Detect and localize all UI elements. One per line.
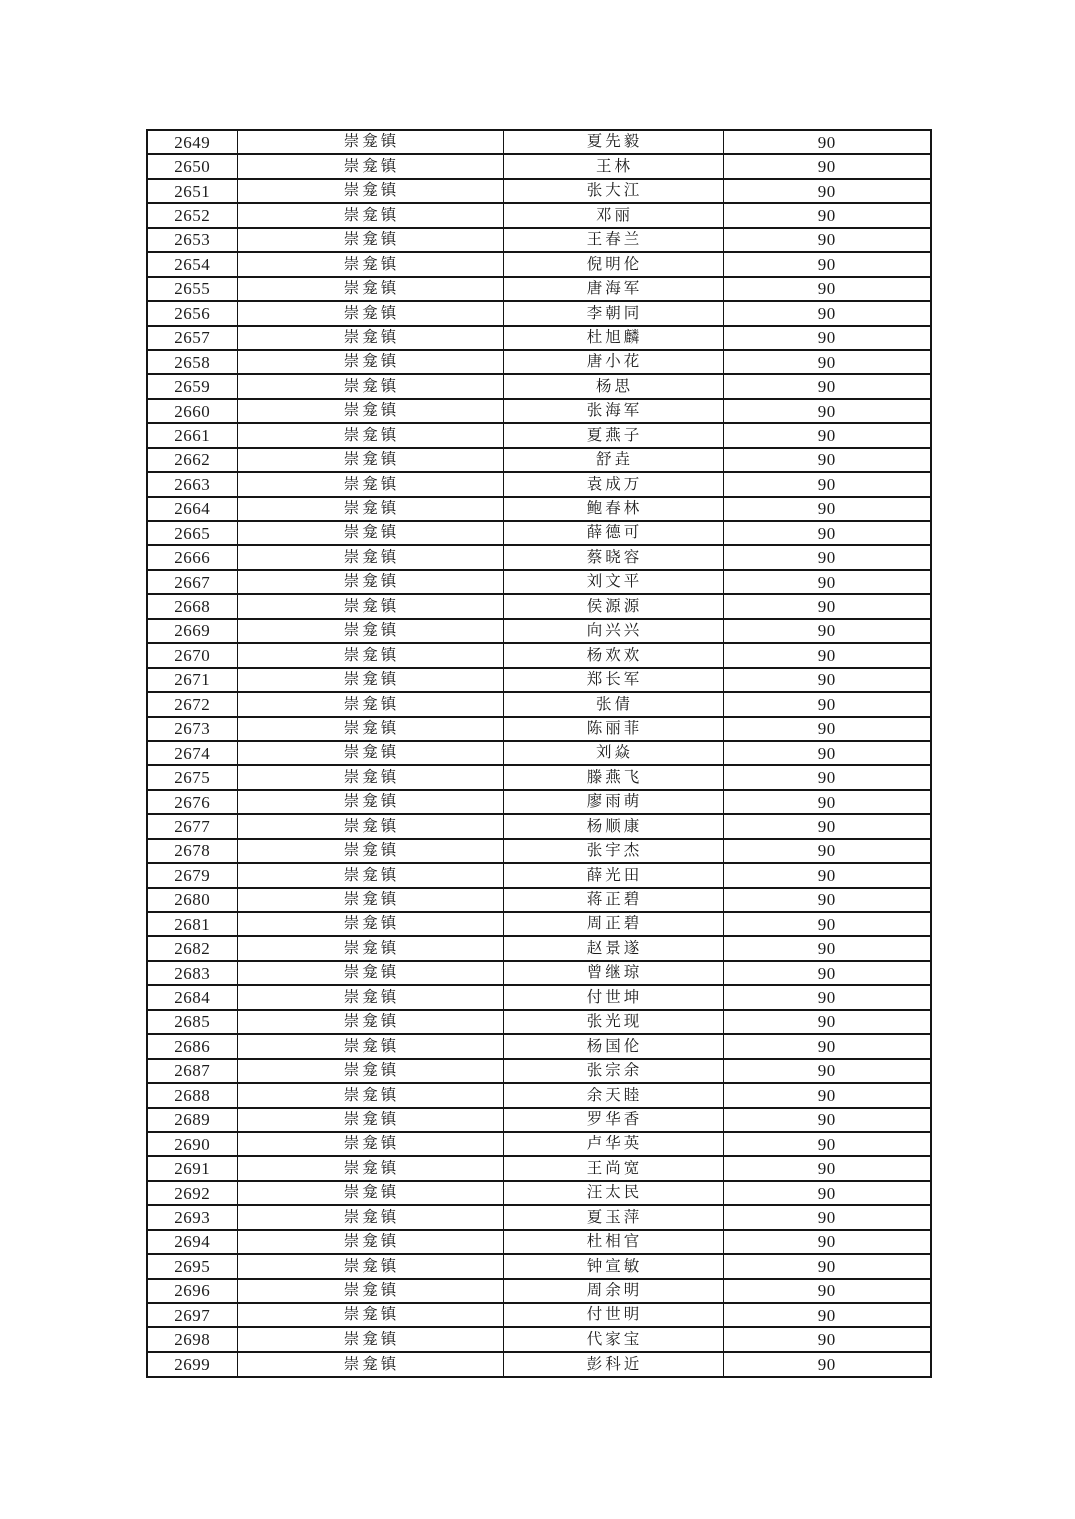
index-cell: 2693 — [147, 1205, 237, 1229]
table-row — [147, 912, 931, 936]
town-cell: 崇龛镇 — [237, 1279, 503, 1303]
name-cell: 杜相官 — [503, 1230, 723, 1254]
town-cell: 崇龛镇 — [237, 1156, 503, 1180]
score-cell: 90 — [723, 130, 931, 154]
score-cell: 90 — [723, 814, 931, 838]
score-cell: 90 — [723, 692, 931, 716]
town-cell: 崇龛镇 — [237, 692, 503, 716]
score-cell: 90 — [723, 717, 931, 741]
table-row — [147, 668, 931, 692]
town-cell: 崇龛镇 — [237, 1352, 503, 1377]
name-cell: 郑长军 — [503, 668, 723, 692]
town-cell: 崇龛镇 — [237, 1034, 503, 1058]
name-cell: 付世明 — [503, 1303, 723, 1327]
score-cell: 90 — [723, 1059, 931, 1083]
name-cell: 张宇杰 — [503, 839, 723, 863]
index-cell: 2658 — [147, 350, 237, 374]
table-row — [147, 961, 931, 985]
index-cell: 2651 — [147, 179, 237, 203]
index-cell: 2668 — [147, 594, 237, 618]
town-cell: 崇龛镇 — [237, 521, 503, 545]
index-cell: 2685 — [147, 1010, 237, 1034]
table-row — [147, 497, 931, 521]
index-cell: 2665 — [147, 521, 237, 545]
town-cell: 崇龛镇 — [237, 619, 503, 643]
index-cell: 2662 — [147, 448, 237, 472]
score-table — [146, 129, 932, 1378]
index-cell: 2684 — [147, 985, 237, 1009]
name-cell: 唐海军 — [503, 277, 723, 301]
score-cell: 90 — [723, 1034, 931, 1058]
index-cell: 2657 — [147, 326, 237, 350]
score-cell: 90 — [723, 326, 931, 350]
index-cell: 2687 — [147, 1059, 237, 1083]
town-cell: 崇龛镇 — [237, 497, 503, 521]
town-cell: 崇龛镇 — [237, 961, 503, 985]
index-cell: 2656 — [147, 301, 237, 325]
name-cell: 杨欢欢 — [503, 643, 723, 667]
table-row — [147, 545, 931, 569]
town-cell: 崇龛镇 — [237, 423, 503, 447]
table-row — [147, 570, 931, 594]
score-cell: 90 — [723, 1083, 931, 1107]
score-cell: 90 — [723, 888, 931, 912]
index-cell: 2686 — [147, 1034, 237, 1058]
score-cell: 90 — [723, 179, 931, 203]
town-cell: 崇龛镇 — [237, 985, 503, 1009]
score-cell: 90 — [723, 350, 931, 374]
name-cell: 汪太民 — [503, 1181, 723, 1205]
score-cell: 90 — [723, 790, 931, 814]
name-cell: 鲍春林 — [503, 497, 723, 521]
table-row — [147, 1279, 931, 1303]
name-cell: 彭科近 — [503, 1352, 723, 1377]
table-row — [147, 203, 931, 227]
score-cell: 90 — [723, 1010, 931, 1034]
name-cell: 向兴兴 — [503, 619, 723, 643]
town-cell: 崇龛镇 — [237, 1083, 503, 1107]
score-cell: 90 — [723, 472, 931, 496]
score-cell: 90 — [723, 1132, 931, 1156]
index-cell: 2675 — [147, 765, 237, 789]
index-cell: 2678 — [147, 839, 237, 863]
score-cell: 90 — [723, 643, 931, 667]
name-cell: 李朝同 — [503, 301, 723, 325]
index-cell: 2653 — [147, 228, 237, 252]
score-cell: 90 — [723, 1303, 931, 1327]
town-cell: 崇龛镇 — [237, 790, 503, 814]
index-cell: 2666 — [147, 545, 237, 569]
town-cell: 崇龛镇 — [237, 717, 503, 741]
score-cell: 90 — [723, 570, 931, 594]
score-cell: 90 — [723, 668, 931, 692]
town-cell: 崇龛镇 — [237, 203, 503, 227]
index-cell: 2697 — [147, 1303, 237, 1327]
name-cell: 周余明 — [503, 1279, 723, 1303]
index-cell: 2660 — [147, 399, 237, 423]
town-cell: 崇龛镇 — [237, 839, 503, 863]
town-cell: 崇龛镇 — [237, 1254, 503, 1278]
index-cell: 2664 — [147, 497, 237, 521]
name-cell: 付世坤 — [503, 985, 723, 1009]
town-cell: 崇龛镇 — [237, 1132, 503, 1156]
index-cell: 2679 — [147, 863, 237, 887]
score-cell: 90 — [723, 1352, 931, 1377]
town-cell: 崇龛镇 — [237, 277, 503, 301]
name-cell: 夏玉萍 — [503, 1205, 723, 1229]
score-cell: 90 — [723, 619, 931, 643]
score-cell: 90 — [723, 1108, 931, 1132]
score-cell: 90 — [723, 741, 931, 765]
index-cell: 2698 — [147, 1327, 237, 1351]
table-row — [147, 301, 931, 325]
table-row — [147, 1205, 931, 1229]
score-cell: 90 — [723, 277, 931, 301]
name-cell: 钟宣敏 — [503, 1254, 723, 1278]
table-row — [147, 399, 931, 423]
score-cell: 90 — [723, 1181, 931, 1205]
table-row — [147, 985, 931, 1009]
score-cell: 90 — [723, 1156, 931, 1180]
table-row — [147, 228, 931, 252]
name-cell: 杨国伦 — [503, 1034, 723, 1058]
table-row — [147, 692, 931, 716]
town-cell: 崇龛镇 — [237, 326, 503, 350]
name-cell: 罗华香 — [503, 1108, 723, 1132]
table-row — [147, 863, 931, 887]
name-cell: 倪明伦 — [503, 252, 723, 276]
index-cell: 2669 — [147, 619, 237, 643]
table-row — [147, 154, 931, 178]
town-cell: 崇龛镇 — [237, 936, 503, 960]
town-cell: 崇龛镇 — [237, 448, 503, 472]
index-cell: 2674 — [147, 741, 237, 765]
name-cell: 周正碧 — [503, 912, 723, 936]
index-cell: 2699 — [147, 1352, 237, 1377]
table-row — [147, 1156, 931, 1180]
name-cell: 余天睦 — [503, 1083, 723, 1107]
town-cell: 崇龛镇 — [237, 888, 503, 912]
index-cell: 2661 — [147, 423, 237, 447]
name-cell: 滕燕飞 — [503, 765, 723, 789]
name-cell: 张光现 — [503, 1010, 723, 1034]
index-cell: 2677 — [147, 814, 237, 838]
score-cell: 90 — [723, 863, 931, 887]
score-cell: 90 — [723, 545, 931, 569]
town-cell: 崇龛镇 — [237, 741, 503, 765]
town-cell: 崇龛镇 — [237, 1010, 503, 1034]
town-cell: 崇龛镇 — [237, 814, 503, 838]
score-cell: 90 — [723, 228, 931, 252]
table-row — [147, 1108, 931, 1132]
name-cell: 张宗余 — [503, 1059, 723, 1083]
score-cell: 90 — [723, 1327, 931, 1351]
table-row — [147, 888, 931, 912]
index-cell: 2680 — [147, 888, 237, 912]
town-cell: 崇龛镇 — [237, 130, 503, 154]
table-row — [147, 619, 931, 643]
name-cell: 舒垚 — [503, 448, 723, 472]
table-row — [147, 1059, 931, 1083]
index-cell: 2676 — [147, 790, 237, 814]
name-cell: 杨顺康 — [503, 814, 723, 838]
score-cell: 90 — [723, 839, 931, 863]
name-cell: 侯源源 — [503, 594, 723, 618]
name-cell: 王春兰 — [503, 228, 723, 252]
score-cell: 90 — [723, 912, 931, 936]
index-cell: 2670 — [147, 643, 237, 667]
table-row — [147, 936, 931, 960]
name-cell: 赵景遂 — [503, 936, 723, 960]
name-cell: 袁成万 — [503, 472, 723, 496]
town-cell: 崇龛镇 — [237, 643, 503, 667]
table-row — [147, 1010, 931, 1034]
table-row — [147, 1083, 931, 1107]
town-cell: 崇龛镇 — [237, 154, 503, 178]
score-cell: 90 — [723, 1279, 931, 1303]
name-cell: 杜旭麟 — [503, 326, 723, 350]
name-cell: 张倩 — [503, 692, 723, 716]
name-cell: 唐小花 — [503, 350, 723, 374]
table-row — [147, 594, 931, 618]
table-row — [147, 765, 931, 789]
town-cell: 崇龛镇 — [237, 594, 503, 618]
table-row — [147, 252, 931, 276]
table-row — [147, 1034, 931, 1058]
table-row — [147, 717, 931, 741]
table-row — [147, 643, 931, 667]
score-cell: 90 — [723, 521, 931, 545]
table-row — [147, 814, 931, 838]
table-row — [147, 277, 931, 301]
name-cell: 廖雨萌 — [503, 790, 723, 814]
index-cell: 2682 — [147, 936, 237, 960]
index-cell: 2690 — [147, 1132, 237, 1156]
table-row — [147, 1303, 931, 1327]
score-cell: 90 — [723, 497, 931, 521]
index-cell: 2667 — [147, 570, 237, 594]
town-cell: 崇龛镇 — [237, 570, 503, 594]
table-row — [147, 326, 931, 350]
score-cell: 90 — [723, 594, 931, 618]
index-cell: 2689 — [147, 1108, 237, 1132]
index-cell: 2692 — [147, 1181, 237, 1205]
score-cell: 90 — [723, 985, 931, 1009]
score-cell: 90 — [723, 961, 931, 985]
town-cell: 崇龛镇 — [237, 1181, 503, 1205]
index-cell: 2672 — [147, 692, 237, 716]
index-cell: 2683 — [147, 961, 237, 985]
table-row — [147, 179, 931, 203]
name-cell: 夏先毅 — [503, 130, 723, 154]
index-cell: 2671 — [147, 668, 237, 692]
table-row — [147, 790, 931, 814]
index-cell: 2649 — [147, 130, 237, 154]
name-cell: 张海军 — [503, 399, 723, 423]
town-cell: 崇龛镇 — [237, 252, 503, 276]
score-cell: 90 — [723, 203, 931, 227]
score-cell: 90 — [723, 1230, 931, 1254]
index-cell: 2650 — [147, 154, 237, 178]
town-cell: 崇龛镇 — [237, 863, 503, 887]
table-row — [147, 1327, 931, 1351]
name-cell: 夏燕子 — [503, 423, 723, 447]
town-cell: 崇龛镇 — [237, 399, 503, 423]
name-cell: 卢华英 — [503, 1132, 723, 1156]
score-cell: 90 — [723, 448, 931, 472]
index-cell: 2688 — [147, 1083, 237, 1107]
name-cell: 王尚宽 — [503, 1156, 723, 1180]
name-cell: 刘焱 — [503, 741, 723, 765]
table-row — [147, 374, 931, 398]
index-cell: 2696 — [147, 1279, 237, 1303]
score-cell: 90 — [723, 1205, 931, 1229]
table-row — [147, 1352, 931, 1377]
table-row — [147, 839, 931, 863]
name-cell: 张大江 — [503, 179, 723, 203]
town-cell: 崇龛镇 — [237, 1327, 503, 1351]
score-cell: 90 — [723, 154, 931, 178]
score-cell: 90 — [723, 301, 931, 325]
table-row — [147, 472, 931, 496]
town-cell: 崇龛镇 — [237, 472, 503, 496]
town-cell: 崇龛镇 — [237, 1205, 503, 1229]
index-cell: 2652 — [147, 203, 237, 227]
name-cell: 代家宝 — [503, 1327, 723, 1351]
index-cell: 2681 — [147, 912, 237, 936]
score-cell: 90 — [723, 399, 931, 423]
table-row — [147, 1132, 931, 1156]
index-cell: 2654 — [147, 252, 237, 276]
table-row — [147, 448, 931, 472]
town-cell: 崇龛镇 — [237, 765, 503, 789]
name-cell: 陈丽菲 — [503, 717, 723, 741]
town-cell: 崇龛镇 — [237, 912, 503, 936]
town-cell: 崇龛镇 — [237, 1230, 503, 1254]
table-row — [147, 1181, 931, 1205]
town-cell: 崇龛镇 — [237, 301, 503, 325]
town-cell: 崇龛镇 — [237, 668, 503, 692]
index-cell: 2673 — [147, 717, 237, 741]
name-cell: 薛光田 — [503, 863, 723, 887]
table-body — [147, 130, 931, 1377]
score-cell: 90 — [723, 765, 931, 789]
town-cell: 崇龛镇 — [237, 228, 503, 252]
name-cell: 杨思 — [503, 374, 723, 398]
town-cell: 崇龛镇 — [237, 1303, 503, 1327]
index-cell: 2655 — [147, 277, 237, 301]
score-cell: 90 — [723, 374, 931, 398]
score-cell: 90 — [723, 936, 931, 960]
town-cell: 崇龛镇 — [237, 179, 503, 203]
table-row — [147, 350, 931, 374]
name-cell: 蔡晓容 — [503, 545, 723, 569]
name-cell: 刘文平 — [503, 570, 723, 594]
town-cell: 崇龛镇 — [237, 1059, 503, 1083]
table-row — [147, 1230, 931, 1254]
index-cell: 2659 — [147, 374, 237, 398]
index-cell: 2691 — [147, 1156, 237, 1180]
table-row — [147, 130, 931, 154]
town-cell: 崇龛镇 — [237, 350, 503, 374]
name-cell: 王林 — [503, 154, 723, 178]
index-cell: 2694 — [147, 1230, 237, 1254]
name-cell: 薛德可 — [503, 521, 723, 545]
score-cell: 90 — [723, 252, 931, 276]
score-cell: 90 — [723, 1254, 931, 1278]
name-cell: 邓丽 — [503, 203, 723, 227]
index-cell: 2695 — [147, 1254, 237, 1278]
town-cell: 崇龛镇 — [237, 374, 503, 398]
town-cell: 崇龛镇 — [237, 545, 503, 569]
town-cell: 崇龛镇 — [237, 1108, 503, 1132]
name-cell: 蒋正碧 — [503, 888, 723, 912]
score-cell: 90 — [723, 423, 931, 447]
name-cell: 曾继琼 — [503, 961, 723, 985]
table-row — [147, 423, 931, 447]
table-row — [147, 1254, 931, 1278]
table-row — [147, 521, 931, 545]
table-row — [147, 741, 931, 765]
index-cell: 2663 — [147, 472, 237, 496]
